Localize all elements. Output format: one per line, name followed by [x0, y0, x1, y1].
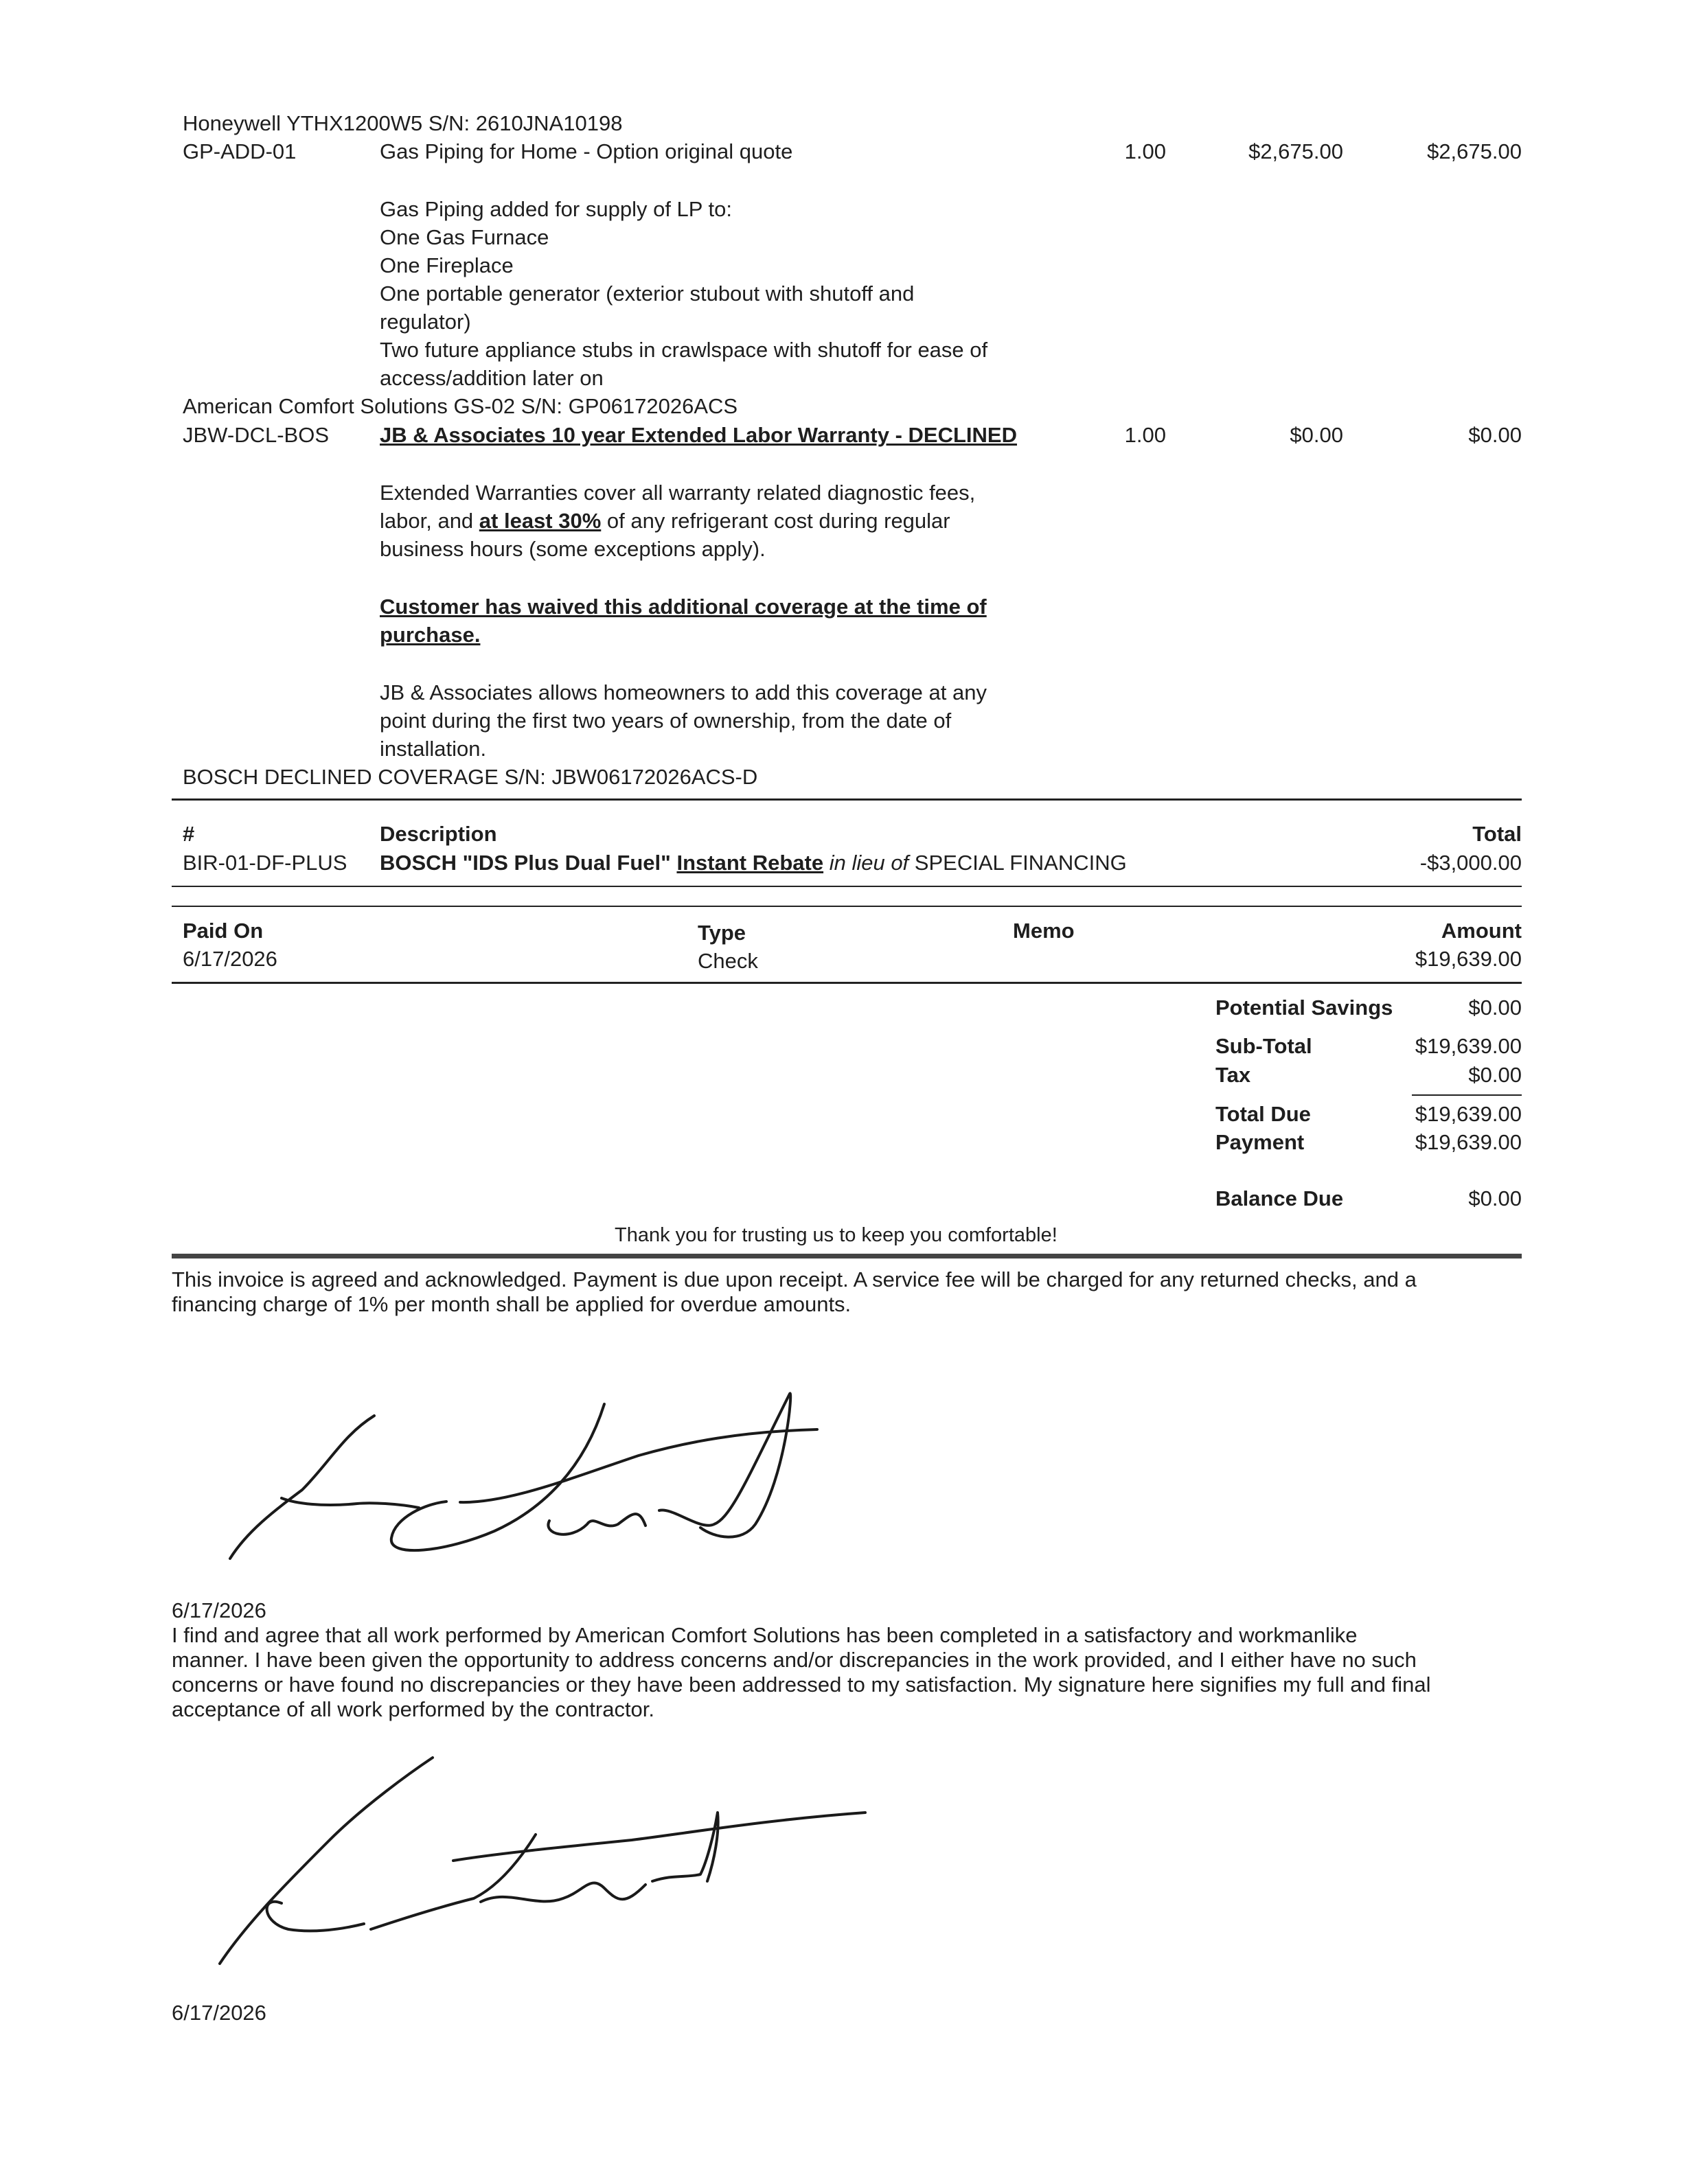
discount-code: BIR-01-DF-PLUS [183, 851, 347, 875]
subtotal-label: Sub-Total [1215, 1034, 1312, 1058]
serial-acs: American Comfort Solutions GS-02 S/N: GP06172026ACS [183, 394, 738, 418]
rebate-product: BOSCH "IDS Plus Dual Fuel" [380, 851, 671, 875]
waiver-line: purchase. [380, 623, 481, 647]
rebate-connector: in lieu of [829, 851, 909, 875]
warranty-para1-line: business hours (some exceptions apply). [380, 537, 766, 561]
warranty-para1-line: Extended Warranties cover all warranty related diagnostic fees, [380, 481, 976, 505]
divider [172, 982, 1522, 984]
payment-label: Payment [1215, 1130, 1305, 1154]
serial-honeywell: Honeywell YTHX1200W5 S/N: 2610JNA10198 [183, 111, 623, 135]
waiver-line: Customer has waived this additional coverage at the time of [380, 595, 987, 619]
warranty-code: JBW-DCL-BOS [183, 423, 330, 447]
warranty-para1-line [380, 507, 950, 535]
balance-due-label: Balance Due [1215, 1186, 1344, 1210]
warranty-price: $0.00 [1290, 423, 1343, 447]
payment-amount: $19,639.00 [1415, 947, 1522, 971]
potential-savings-value: $0.00 [1468, 996, 1522, 1020]
warranty-title: JB & Associates 10 year Extended Labor Warranty - DECLINED [380, 423, 1017, 447]
warranty-para3-line: point during the first two years of ownership, from the date of [380, 709, 952, 733]
gas-detail-line: One portable generator (exterior stubout with shutoff and [380, 281, 915, 306]
gas-detail-line: Two future appliance stubs in crawlspace with shutoff for ease of [380, 338, 988, 362]
divider [172, 906, 1522, 907]
discount-col-description: Description [380, 822, 497, 846]
gas-detail-line: access/addition later on [380, 366, 604, 390]
gas-code: GP-ADD-01 [183, 139, 297, 163]
gas-detail-line: One Gas Furnace [380, 225, 549, 249]
discount-description [380, 849, 1127, 877]
gas-total: $2,675.00 [1427, 139, 1522, 163]
warranty-para3-line: JB & Associates allows homeowners to add this coverage at any [380, 680, 987, 704]
text-fragment: labor, and [380, 509, 479, 533]
payment-col-amount: Amount [1441, 919, 1522, 943]
payment-date: 6/17/2026 [183, 947, 277, 971]
total-due-label: Total Due [1215, 1102, 1311, 1126]
signature1-date: 6/17/2026 [172, 1598, 266, 1622]
subtotal-value: $19,639.00 [1415, 1034, 1522, 1058]
rebate-alternative: SPECIAL FINANCING [914, 851, 1127, 875]
warranty-qty: 1.00 [1124, 423, 1166, 447]
payment-type: Check [698, 949, 758, 973]
payment-value: $19,639.00 [1415, 1130, 1522, 1154]
footer-divider [172, 1254, 1522, 1258]
gas-qty: 1.00 [1124, 139, 1166, 163]
potential-savings-label: Potential Savings [1215, 996, 1393, 1020]
gas-detail-line: One Fireplace [380, 253, 514, 277]
warranty-para3-line: installation. [380, 737, 487, 761]
divider [172, 798, 1522, 801]
balance-due-value: $0.00 [1468, 1186, 1522, 1210]
serial-bosch: BOSCH DECLINED COVERAGE S/N: JBW06172026ACS-D [183, 765, 758, 789]
emphasis-text: at least 30% [479, 509, 602, 533]
discount-total: -$3,000.00 [1419, 851, 1522, 875]
tax-value: $0.00 [1468, 1063, 1522, 1087]
total-underline [1412, 1094, 1522, 1096]
gas-title: Gas Piping for Home - Option original quote [380, 139, 793, 163]
gas-price: $2,675.00 [1248, 139, 1343, 163]
acceptance-line: I find and agree that all work performed by American Comfort Solutions has been completed in a satisfactory and workmanlike [172, 1623, 1358, 1647]
total-due-value: $19,639.00 [1415, 1102, 1522, 1126]
acceptance-line: manner. I have been given the opportunity to address concerns and/or discrepancies in the work provided, and I either have no such [172, 1648, 1417, 1672]
agreement-line: This invoice is agreed and acknowledged. Payment is due upon receipt. A service fee will be charged for any returned checks, and a [172, 1267, 1417, 1291]
gas-detail-line: regulator) [380, 310, 471, 334]
gas-detail-line: Gas Piping added for supply of LP to: [380, 197, 732, 221]
text-fragment: of any refrigerant cost during regular [601, 509, 950, 533]
discount-col-hash: # [183, 822, 195, 846]
discount-col-total: Total [1472, 822, 1522, 846]
payment-col-paid-on: Paid On [183, 919, 264, 943]
customer-signature [220, 1373, 852, 1579]
acceptance-line: concerns or have found no discrepancies or they have been addressed to my satisfaction. My signature here signifies my full and final [172, 1673, 1431, 1697]
contractor-signature [206, 1744, 893, 1977]
rebate-type: Instant Rebate [676, 851, 824, 875]
warranty-total: $0.00 [1468, 423, 1522, 447]
signature2-date: 6/17/2026 [172, 2001, 266, 2025]
payment-col-type: Type [698, 921, 746, 945]
thank-you-message: Thank you for trusting us to keep you comfortable! [615, 1224, 1058, 1246]
agreement-line: financing charge of 1% per month shall be applied for overdue amounts. [172, 1292, 852, 1316]
payment-col-memo: Memo [1013, 919, 1075, 943]
tax-label: Tax [1215, 1063, 1251, 1087]
acceptance-line: acceptance of all work performed by the contractor. [172, 1697, 655, 1721]
divider [172, 886, 1522, 887]
